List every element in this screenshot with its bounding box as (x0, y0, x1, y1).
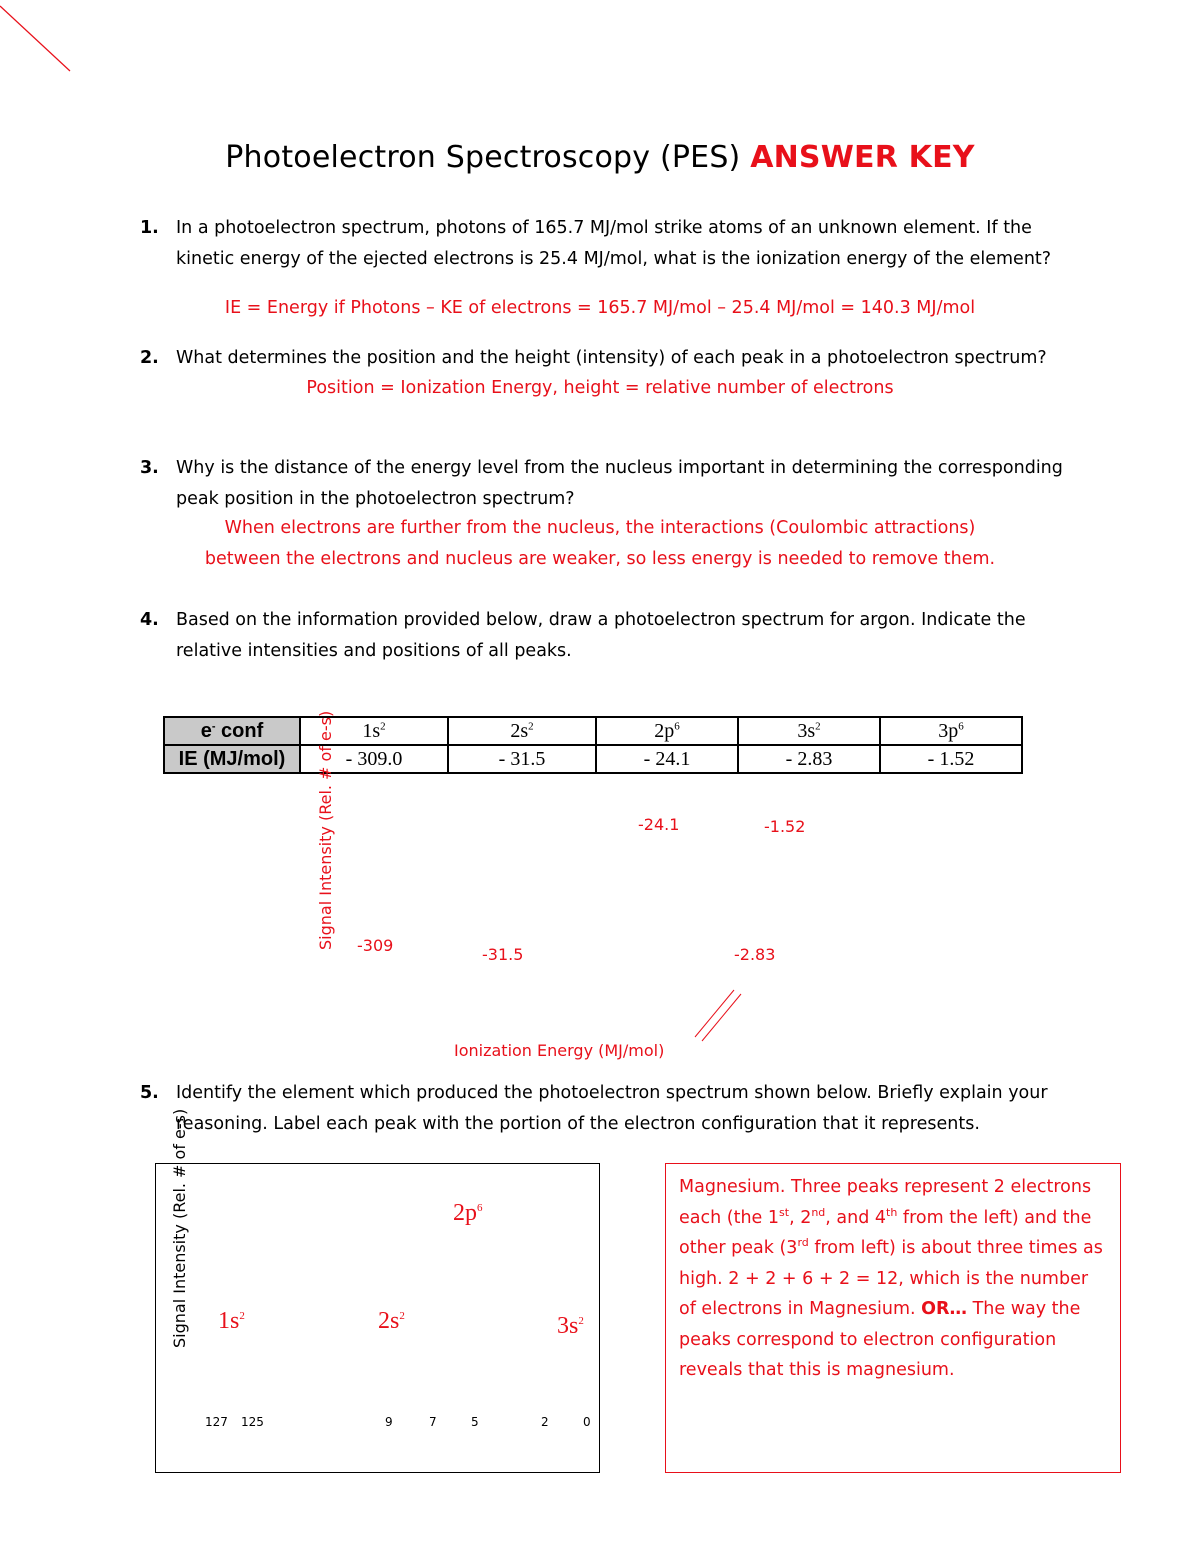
table-cell: - 1.52 (880, 745, 1022, 773)
question-text: Why is the distance of the energy level from the nucleus important in determining the corresponding peak position in the photoelectron spectrum? (176, 458, 1063, 509)
title-main: Photoelectron Spectroscopy (PES) (225, 140, 751, 175)
question-4 (140, 605, 1070, 667)
peak-label-3s: $3s^2$ (557, 1313, 584, 1339)
question-1 (140, 213, 1070, 275)
axis-break-marks (690, 985, 750, 1045)
peak-label: -309 (357, 936, 394, 955)
table-cell: - 309.0 (300, 745, 448, 773)
question-3 (140, 453, 1070, 515)
peak-label: -31.5 (482, 945, 524, 964)
x-tick-label: 9 (385, 1415, 393, 1429)
answer-5-box (665, 1163, 1121, 1473)
table-header-config: e- conf (164, 717, 300, 745)
question-text: Identify the element which produced the photoelectron spectrum shown below. Briefly explain your reasoning. Label each peak with the portion of the electron configuration that it represents. (176, 1083, 1048, 1134)
peak-label-1s: $1s^2$ (218, 1308, 245, 1334)
table-cell: $3s^2$ (738, 717, 880, 745)
table-cell: - 31.5 (448, 745, 596, 773)
table-row (164, 717, 1022, 745)
x-tick-label: 125 (241, 1415, 264, 1429)
x-tick-label: 2 (541, 1415, 549, 1429)
x-tick-label: 0 (583, 1415, 591, 1429)
table-row (164, 745, 1022, 773)
corner-red-line (0, 0, 80, 80)
peak-label: -2.83 (734, 945, 776, 964)
x-tick-label: 7 (429, 1415, 437, 1429)
question-5 (140, 1078, 1070, 1140)
answer-2: Position = Ionization Energy, height = relative number of electrons (306, 378, 894, 398)
spectrum-2-y-axis-label: Signal Intensity (Rel. # of e-s) (170, 1108, 189, 1348)
page-title (0, 140, 1200, 175)
title-answer-key: ANSWER KEY (750, 140, 975, 175)
question-number: 5. (140, 1083, 159, 1103)
table-cell: $1s^2$ (300, 717, 448, 745)
question-text: Based on the information provided below, draw a photoelectron spectrum for argon. Indicate the relative intensities and positions of all peaks. (176, 610, 1026, 661)
peak-label-2p: $2p^6$ (453, 1200, 483, 1226)
question-2 (140, 343, 1070, 374)
question-number: 2. (140, 348, 159, 368)
question-number: 3. (140, 458, 159, 478)
table-cell: $2s^2$ (448, 717, 596, 745)
answer-3-line-2: between the electrons and nucleus are weaker, so less energy is needed to remove them. (204, 549, 996, 569)
answer-5-text: Magnesium. Three peaks represent 2 electrons each (the 1st, 2nd, and 4th from the left) and the other peak (3rd from left) is about three times as high. 2 + 2 + 6 + 2 = 12, which is the number of electrons in Magnesium. OR… The way the peaks correspond to electron configuration reveals that this is magnesium. (679, 1177, 1103, 1380)
table-cell: - 2.83 (738, 745, 880, 773)
table-header-ie: IE (MJ/mol) (164, 745, 300, 773)
peak-label: -24.1 (638, 815, 680, 834)
answer-1: IE = Energy if Photons – KE of electrons = 165.7 MJ/mol – 25.4 MJ/mol = 140.3 MJ/mol (224, 298, 976, 318)
question-text: What determines the position and the height (intensity) of each peak in a photoelectron spectrum? (176, 348, 1047, 368)
spectrum-1-y-axis-label: Signal Intensity (Rel. # of e-s) (316, 710, 335, 950)
peak-label: -1.52 (764, 817, 806, 836)
question-text: In a photoelectron spectrum, photons of 165.7 MJ/mol strike atoms of an unknown element. If the kinetic energy of the ejected electrons is 25.4 MJ/mol, what is the ionization energy of the element? (176, 218, 1052, 269)
x-tick-label: 127 (205, 1415, 228, 1429)
spectrum-1-x-axis-label: Ionization Energy (MJ/mol) (454, 1041, 665, 1060)
question-number: 1. (140, 218, 159, 238)
peak-label-2s: $2s^2$ (378, 1308, 405, 1334)
answer-3-line-1: When electrons are further from the nucleus, the interactions (Coulombic attractions) (224, 518, 976, 538)
ionization-energy-table (163, 716, 1023, 774)
question-number: 4. (140, 610, 159, 630)
table-cell: $3p^6$ (880, 717, 1022, 745)
x-tick-label: 5 (471, 1415, 479, 1429)
table-cell: - 24.1 (596, 745, 738, 773)
table-cell: $2p^6$ (596, 717, 738, 745)
